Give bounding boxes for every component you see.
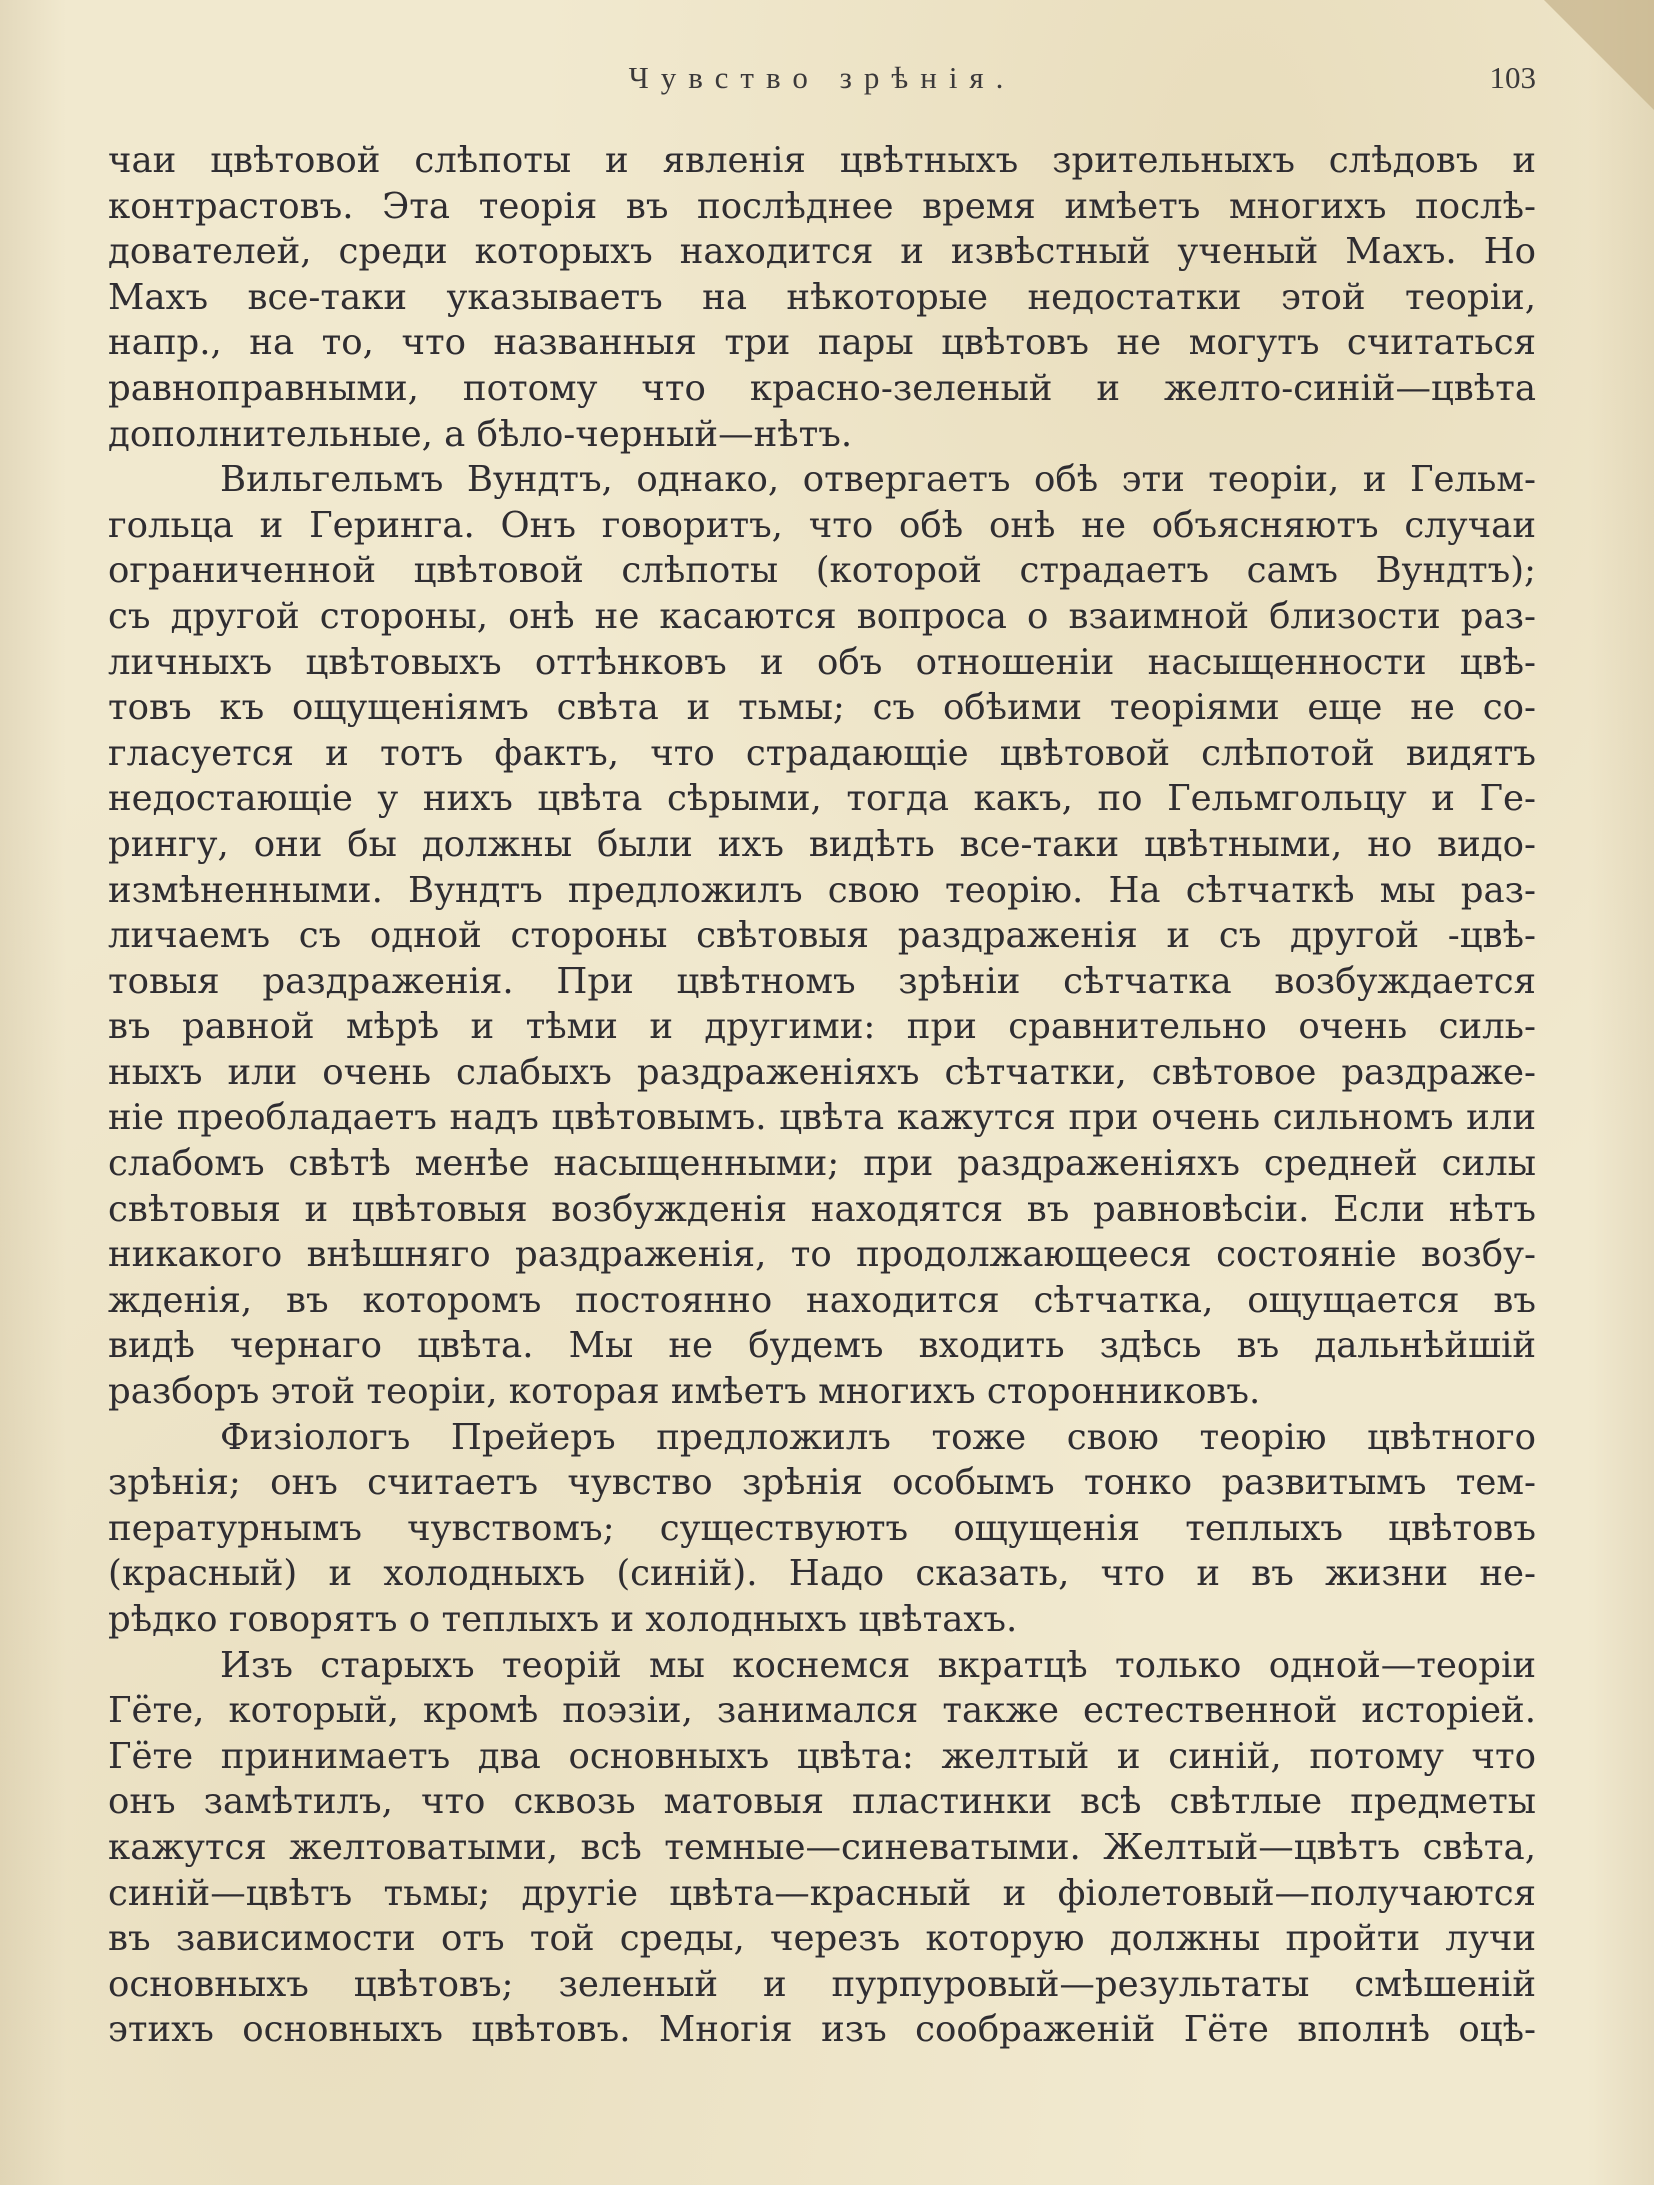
- text-line: гласуется и тотъ фактъ, что страдающіе цвѣтовой слѣпотой видятъ: [108, 732, 1536, 774]
- text-line: дователей, среди которыхъ находится и извѣстный ученый Махъ. Но: [108, 231, 1536, 273]
- page-number: 103: [1489, 60, 1536, 95]
- text-line: контрастовъ. Эта теорія въ послѣднее время имѣетъ многихъ послѣ-: [108, 185, 1536, 227]
- text-line: синій—цвѣтъ тьмы; другіе цвѣта—красный и фіолетовый—получаются: [108, 1872, 1536, 1914]
- text-line: дополнительные, а бѣло-черный—нѣтъ.: [108, 413, 853, 455]
- text-line: Гёте принимаетъ два основныхъ цвѣта: желтый и синій, потому что: [108, 1735, 1536, 1777]
- text-line: ніе преобладаетъ надъ цвѣтовымъ. цвѣта кажутся при очень сильномъ или: [108, 1097, 1536, 1139]
- text-line: Махъ все-таки указываетъ на нѣкоторые недостатки этой теоріи,: [108, 276, 1536, 318]
- text-line: слабомъ свѣтѣ менѣе насыщенными; при раздраженіяхъ средней силы: [108, 1143, 1536, 1185]
- text-line: Вильгельмъ Вундтъ, однако, отвергаетъ обѣ эти теоріи, и Гельм-: [220, 459, 1536, 501]
- text-line: Гёте, который, кромѣ поэзіи, занимался также естественной исторіей.: [108, 1690, 1536, 1732]
- running-title: Чувство зрѣнія.: [628, 60, 1016, 95]
- text-line: гольца и Геринга. Онъ говоритъ, что обѣ онѣ не объясняютъ случаи: [108, 504, 1536, 546]
- body-text: [108, 138, 1536, 2053]
- text-line: никакого внѣшняго раздраженія, то продолжающееся состояніе возбу-: [108, 1234, 1536, 1276]
- text-line: рѣдко говорятъ о теплыхъ и холодныхъ цвѣтахъ.: [108, 1599, 1018, 1640]
- text-line: ограниченной цвѣтовой слѣпоты (которой страдаетъ самъ Вундтъ);: [108, 550, 1536, 592]
- text-line: пературнымъ чувствомъ; существуютъ ощущенія теплыхъ цвѣтовъ: [108, 1507, 1536, 1549]
- text-line: рингу, они бы должны были ихъ видѣть все-таки цвѣтными, но видо-: [108, 823, 1536, 865]
- text-line: Изъ старыхъ теорій мы коснемся вкратцѣ только одной—теоріи: [220, 1644, 1536, 1686]
- text-line: видѣ чернаго цвѣта. Мы не будемъ входить здѣсь въ дальнѣйшій: [108, 1325, 1536, 1367]
- text-line: напр., на то, что названныя три пары цвѣтовъ не могутъ считаться: [108, 322, 1536, 364]
- page-corner-fold: [1544, 0, 1654, 110]
- text-line: кажутся желтоватыми, всѣ темные—синеватыми. Желтый—цвѣтъ свѣта,: [108, 1826, 1536, 1868]
- text-line: ныхъ или очень слабыхъ раздраженіяхъ сѣтчатки, свѣтовое раздраже-: [108, 1051, 1536, 1093]
- text-line: въ зависимости отъ той среды, черезъ которую должны пройти лучи: [108, 1918, 1536, 1960]
- text-line: основныхъ цвѣтовъ; зеленый и пурпуровый—результаты смѣшеній: [108, 1963, 1536, 2005]
- text-line: личаемъ съ одной стороны свѣтовыя раздраженія и съ другой -цвѣ-: [108, 915, 1536, 957]
- text-line: измѣненными. Вундтъ предложилъ свою теорію. На сѣтчаткѣ мы раз-: [108, 869, 1536, 911]
- text-line: товъ къ ощущеніямъ свѣта и тьмы; съ обѣими теоріями еще не со-: [108, 687, 1536, 729]
- text-line: жденія, въ которомъ постоянно находится сѣтчатка, ощущается въ: [108, 1279, 1536, 1321]
- text-line: этихъ основныхъ цвѣтовъ. Многія изъ соображеній Гёте вполнѣ оцѣ-: [108, 2009, 1536, 2051]
- text-line: (красный) и холодныхъ (синій). Надо сказать, что и въ жизни не-: [108, 1553, 1536, 1595]
- text-line: свѣтовыя и цвѣтовыя возбужденія находятся въ равновѣсіи. Если нѣтъ: [108, 1188, 1536, 1230]
- page-header: [108, 60, 1536, 108]
- text-line: Физіологъ Прейеръ предложилъ тоже свою теорію цвѣтного: [220, 1416, 1536, 1458]
- text-line: равноправными, потому что красно-зеленый и желто-синій—цвѣта: [108, 367, 1536, 409]
- text-line: разборъ этой теоріи, которая имѣетъ многихъ сторонниковъ.: [108, 1371, 1261, 1413]
- text-line: личныхъ цвѣтовыхъ оттѣнковъ и объ отношеніи насыщенности цвѣ-: [108, 641, 1536, 683]
- text-line: недостающіе у нихъ цвѣта сѣрыми, тогда какъ, по Гельмгольцу и Ге-: [108, 778, 1536, 820]
- text-line: въ равной мѣрѣ и тѣми и другими: при сравнительно очень силь-: [108, 1006, 1536, 1048]
- text-line: товыя раздраженія. При цвѣтномъ зрѣніи сѣтчатка возбуждается: [108, 960, 1536, 1002]
- text-line: онъ замѣтилъ, что сквозь матовыя пластинки всѣ свѣтлые предметы: [108, 1781, 1536, 1823]
- text-line: чаи цвѣтовой слѣпоты и явленія цвѣтныхъ зрительныхъ слѣдовъ и: [108, 140, 1536, 181]
- text-line: зрѣнія; онъ считаетъ чувство зрѣнія особымъ тонко развитымъ тем-: [108, 1462, 1536, 1504]
- text-line: съ другой стороны, онѣ не касаются вопроса о взаимной близости раз-: [108, 595, 1536, 637]
